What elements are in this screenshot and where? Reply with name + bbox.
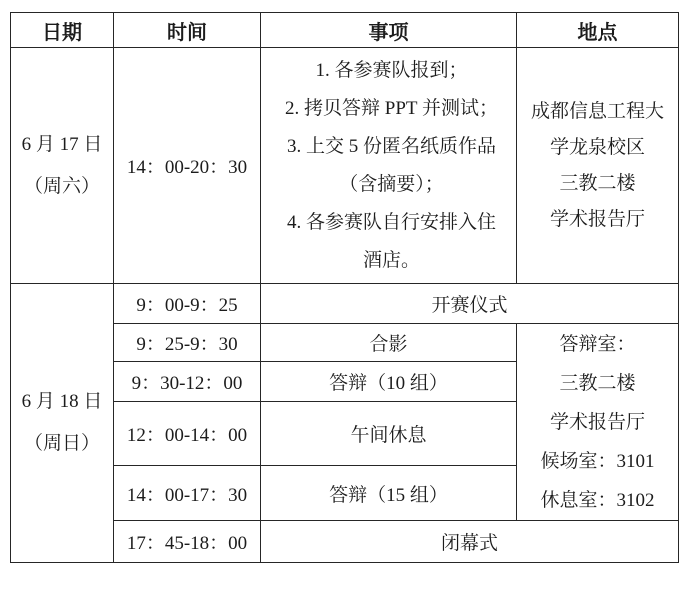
location-line: 学术报告厅 (549, 208, 645, 230)
weekday-line: （周六） (23, 175, 100, 197)
event-cell: 闭幕式 (261, 521, 679, 563)
time-cell: 9：00-9：25 (114, 284, 261, 324)
time-cell: 14：00-20：30 (114, 48, 261, 284)
item-line: 4. 各参赛队自行安排入住 (286, 211, 496, 233)
header-event: 事项 (261, 13, 517, 48)
header-location: 地点 (517, 13, 679, 48)
location-cell-june17 (517, 48, 679, 284)
item-line: 1. 各参赛队报到； (315, 59, 468, 81)
header-row (11, 13, 679, 48)
time-cell: 9：25-9：30 (114, 324, 261, 362)
weekday-line: （周日） (23, 433, 100, 454)
date-line: 6 月 18 日 (21, 391, 103, 412)
event-cell: 午间休息 (261, 402, 517, 466)
header-date: 日期 (11, 13, 114, 48)
location-line: 三教二楼 (559, 172, 636, 194)
item-line: 2. 拷贝答辩 PPT 并测试； (285, 97, 498, 119)
event-cell-items (261, 48, 517, 284)
event-cell: 答辩（15 组） (261, 466, 517, 521)
date-line: 6 月 17 日 (21, 133, 103, 155)
event-cell: 答辩（10 组） (261, 362, 517, 402)
event-cell: 合影 (261, 324, 517, 362)
time-cell: 12：00-14：00 (114, 402, 261, 466)
item-line: （含摘要）； (339, 173, 444, 195)
row-opening-ceremony (11, 284, 679, 324)
location-line: 学龙泉校区 (549, 136, 645, 158)
item-line: 3. 上交 5 份匿名纸质作品 (286, 135, 496, 157)
location-line: 三教二楼 (559, 372, 636, 394)
location-line: 休息室：3102 (540, 489, 655, 511)
location-cell-june18 (517, 324, 679, 521)
event-cell: 开赛仪式 (261, 284, 679, 324)
location-line: 成都信息工程大 (530, 100, 664, 122)
item-line: 酒店。 (362, 249, 420, 271)
row-june17 (11, 48, 679, 284)
location-line: 学术报告厅 (549, 411, 645, 433)
location-line: 答辩室： (559, 333, 636, 355)
time-cell: 14：00-17：30 (114, 466, 261, 521)
location-line: 候场室：3101 (540, 450, 655, 472)
date-cell-june17 (11, 48, 114, 284)
time-cell: 17：45-18：00 (114, 521, 261, 563)
schedule-table (10, 12, 679, 563)
time-cell: 9：30-12：00 (114, 362, 261, 402)
header-time: 时间 (114, 13, 261, 48)
date-cell-june18 (11, 284, 114, 563)
